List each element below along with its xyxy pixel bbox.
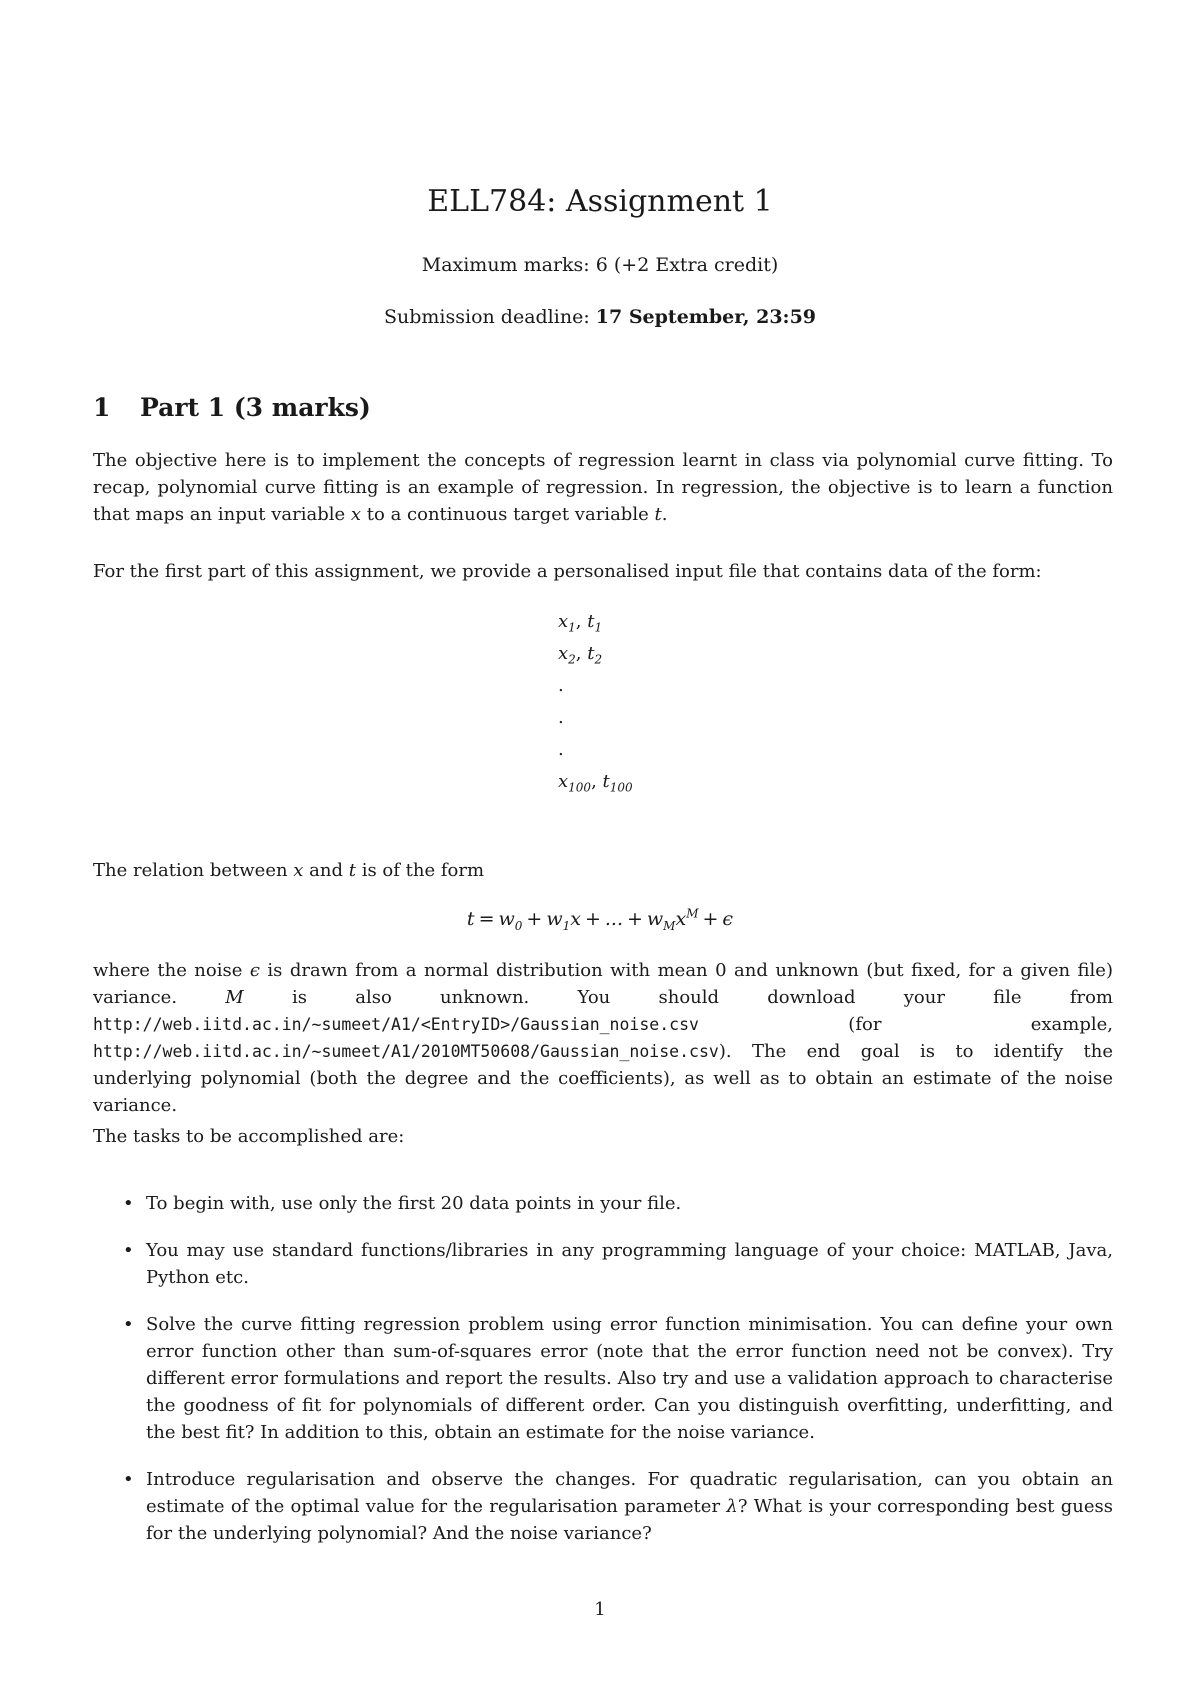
eq-w0: w <box>498 908 515 930</box>
eq-equals: = <box>478 908 495 930</box>
var-lambda: λ <box>726 1496 738 1517</box>
task-2-text: You may use standard functions/libraries in any programming language of your choice: MATLAB, Java, Python etc. <box>146 1240 1113 1288</box>
row3-t: t <box>602 771 610 792</box>
data-row-2 <box>558 638 758 670</box>
noise-text-d: (for example, <box>698 1014 1113 1035</box>
bullet-icon: • <box>123 1469 134 1490</box>
eq-epsilon: ϵ <box>722 908 734 930</box>
eq-plus: + <box>526 908 543 930</box>
intro-paragraph <box>93 447 1113 528</box>
bullet-icon: • <box>123 1314 134 1335</box>
tasks-intro: The tasks to be accomplished are: <box>93 1126 405 1147</box>
eq-dots: ... <box>604 908 623 930</box>
eq-x: x <box>570 908 581 930</box>
download-url-link[interactable]: http://web.iitd.ac.in/~sumeet/A1/<EntryID>/Gaussian_noise.csv <box>93 1015 699 1034</box>
intro-text-a: The objective here is to implement the concepts of regression learnt in class via polynomial curve fitting. To recap, polynomial curve fitting is an example of regression. In regression, the objective is to learn a function that maps an input variable <box>93 450 1113 525</box>
section-heading <box>93 392 371 424</box>
eq-xM-sup: M <box>686 906 699 921</box>
ellipsis-dot: . <box>558 707 564 728</box>
data-format-list <box>558 606 758 798</box>
eq-plus: + <box>626 908 643 930</box>
deadline-value: 17 September, 23:59 <box>595 306 817 328</box>
row3-sep: , <box>591 771 603 792</box>
var-x: x <box>293 860 304 881</box>
document-title: ELL784: Assignment 1 <box>427 184 773 219</box>
var-t: t <box>348 860 356 881</box>
deadline-label: Submission deadline: <box>383 306 596 328</box>
eq-w1-sub: 1 <box>562 918 571 933</box>
task-4-text-a: Introduce regularisation and observe the changes. For quadratic regularisation, can you obtain an estimate of the optimal value for the regularisation parameter <box>146 1469 1113 1517</box>
task-3-text: Solve the curve fitting regression problem using error function minimisation. You can define your own error function other than sum-of-squares error (note that the error function need not be convex). Try different error formulations and report the results. Also try and use a validation approach to characterise the goodness of fit for polynomials of different order. Can you distinguish overfitting, underfitting, and the best fit? In addition to this, obtain an estimate for the noise variance. <box>146 1314 1113 1443</box>
row2-sep: , <box>575 643 588 664</box>
eq-wM: w <box>646 908 664 930</box>
relation-text-a: The relation between <box>93 860 294 881</box>
eq-w0-sub: 0 <box>514 918 523 933</box>
maximum-marks: Maximum marks: 6 (+2 Extra credit) <box>421 254 779 276</box>
row3-x: x <box>558 771 569 792</box>
intro-text-b: to a continuous target variable <box>361 504 655 525</box>
example-url-link[interactable]: http://web.iitd.ac.in/~sumeet/A1/2010MT50608/Gaussian_noise.csv <box>93 1042 719 1061</box>
noise-paragraph <box>93 957 1113 1119</box>
eq-plus: + <box>584 908 601 930</box>
ellipsis-dot: . <box>558 675 564 696</box>
var-epsilon: ϵ <box>249 960 260 981</box>
submission-deadline <box>0 304 1200 331</box>
noise-text-e: ). The end goal is to identify the underlying polynomial (both the degree and the coefficients), as well as to obtain an estimate of the noise variance. <box>93 1041 1113 1116</box>
data-row-100 <box>558 766 758 798</box>
bullet-icon: • <box>123 1240 134 1261</box>
noise-text-b: is drawn from a normal distribution with mean 0 and unknown (but fixed, for a given file) variance. <box>93 960 1113 1008</box>
var-M: M <box>225 987 244 1008</box>
task-4-text-b: ? What is your corresponding best guess for the underlying polynomial? And the noise variance? <box>146 1496 1113 1544</box>
list-item <box>93 1190 1113 1217</box>
row1-t: t <box>587 611 595 632</box>
noise-text-c: is also unknown. You should download your file from <box>243 987 1113 1008</box>
eq-w1: w <box>546 908 563 930</box>
row2-t: t <box>587 643 595 664</box>
relation-paragraph <box>93 857 1113 884</box>
row1-x: x <box>558 611 569 632</box>
row3-x-index: 100 <box>568 780 592 795</box>
bullet-icon: • <box>123 1193 134 1214</box>
row2-t-index: 2 <box>594 652 603 667</box>
data-row-1 <box>558 606 758 638</box>
var-x: x <box>350 504 362 525</box>
row1-sep: , <box>575 611 588 632</box>
relation-text-b: and <box>303 860 349 881</box>
row2-x: x <box>558 643 569 664</box>
data-format-paragraph: For the first part of this assignment, we provide a personalised input file that contains data of the form: <box>93 561 1042 582</box>
relation-text-c: is of the form <box>355 860 485 881</box>
row2-x-index: 2 <box>568 652 576 667</box>
row3-t-index: 100 <box>609 780 633 795</box>
intro-text-c: . <box>661 504 668 525</box>
list-item <box>93 1311 1113 1446</box>
task-1-text: To begin with, use only the first 20 data points in your file. <box>146 1193 682 1214</box>
list-item <box>93 1237 1113 1291</box>
eq-wM-sub: M <box>663 918 676 933</box>
var-t: t <box>654 504 662 525</box>
page-number: 1 <box>594 1599 606 1620</box>
ellipsis-dot: . <box>558 739 564 760</box>
task-list <box>93 1190 1113 1567</box>
polynomial-equation <box>0 906 1200 933</box>
list-item <box>93 1466 1113 1547</box>
eq-xM: x <box>675 908 687 930</box>
row1-x-index: 1 <box>568 620 576 635</box>
eq-lhs: t <box>466 908 475 930</box>
row1-t-index: 1 <box>594 620 603 635</box>
section-title: Part 1 (3 marks) <box>140 393 371 422</box>
section-number: 1 <box>93 393 111 422</box>
noise-text-a: where the noise <box>93 960 250 981</box>
eq-plus: + <box>702 908 719 930</box>
